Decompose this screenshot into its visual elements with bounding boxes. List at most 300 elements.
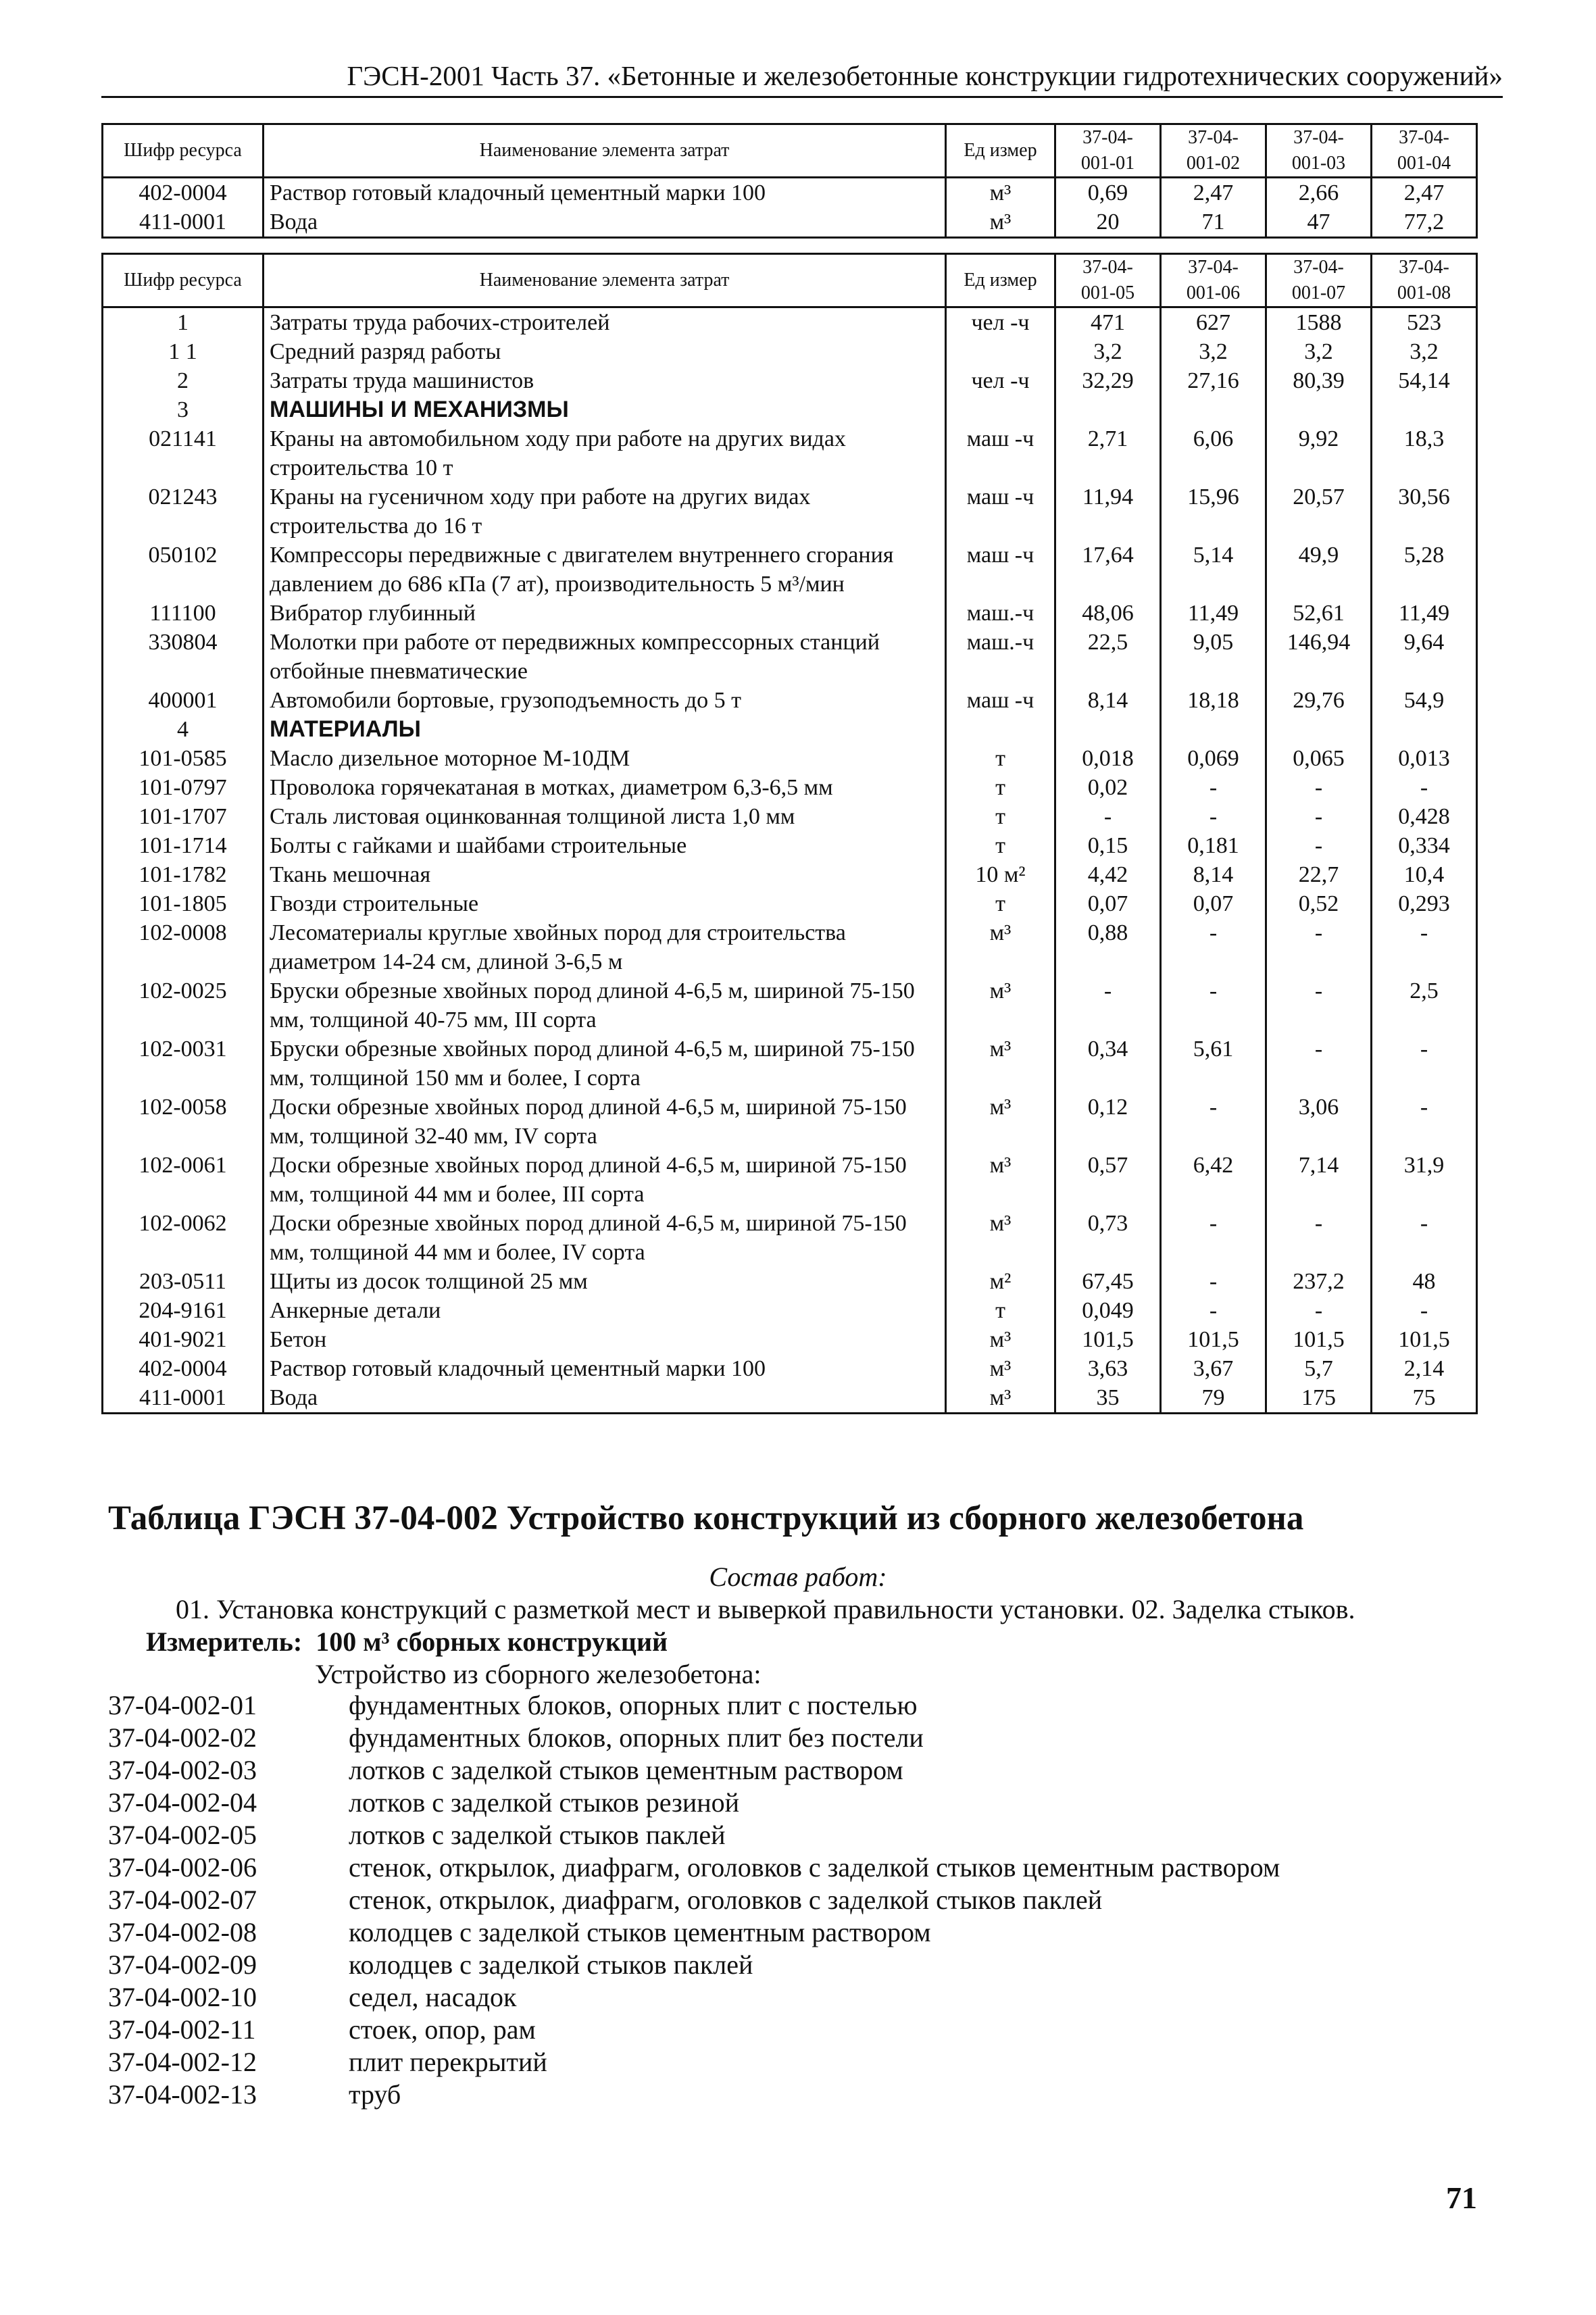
list-item xyxy=(108,1884,1280,1916)
value-cell: 8,14 xyxy=(1055,686,1161,715)
resource-name: Доски обрезные хвойных пород длиной 4-6,5 м, шириной 75-150 мм, толщиной 44 мм и более, IV сорта xyxy=(264,1209,946,1267)
value-cell: 0,018 xyxy=(1055,744,1161,773)
value-cell: 77,2 xyxy=(1372,207,1477,238)
value-cell: 20 xyxy=(1055,207,1161,238)
list-item xyxy=(108,1722,1280,1754)
resource-code: 3 xyxy=(103,395,264,424)
value-cell: 22,7 xyxy=(1266,860,1372,889)
list-item xyxy=(108,1754,1280,1787)
unit: маш -ч xyxy=(946,424,1055,482)
value-cell: 0,049 xyxy=(1055,1296,1161,1325)
resource-name: Вода xyxy=(264,207,946,238)
list-item xyxy=(108,1819,1280,1851)
value-cell: 3,06 xyxy=(1266,1093,1372,1151)
meter-line xyxy=(146,1626,668,1658)
value-cell: 48,06 xyxy=(1055,599,1161,628)
value-cell: 101,5 xyxy=(1055,1325,1161,1354)
resource-code: 102-0061 xyxy=(103,1151,264,1209)
resource-name: Компрессоры передвижные с двигателем внутреннего сгорания давлением до 686 кПа (7 ат), производительность 5 м³/мин xyxy=(264,541,946,599)
value-cell: 6,42 xyxy=(1161,1151,1266,1209)
list-item xyxy=(108,2014,1280,2046)
value-cell: - xyxy=(1055,802,1161,831)
header-name: Наименование элемента затрат xyxy=(264,254,946,307)
item-text: стенок, открылок, диафрагм, оголовков с заделкой стыков цементным раствором xyxy=(349,1852,1280,1883)
value-cell: 5,14 xyxy=(1161,541,1266,599)
table-row xyxy=(103,178,1477,208)
value-cell: 523 xyxy=(1372,307,1477,338)
header-col-2: 37-04- 001-02 xyxy=(1161,124,1266,178)
value-cell: 0,88 xyxy=(1055,918,1161,976)
value-cell: 0,428 xyxy=(1372,802,1477,831)
item-text: лотков с заделкой стыков резиной xyxy=(349,1787,740,1818)
unit: м³ xyxy=(946,1325,1055,1354)
section-heading: МАТЕРИАЛЫ xyxy=(264,715,946,744)
table-row xyxy=(103,976,1477,1035)
value-cell: 18,3 xyxy=(1372,424,1477,482)
value-cell: 75 xyxy=(1372,1383,1477,1414)
value-cell: 0,12 xyxy=(1055,1093,1161,1151)
resource-name: Ткань мешочная xyxy=(264,860,946,889)
unit: м³ xyxy=(946,1093,1055,1151)
item-text: стенок, открылок, диафрагм, оголовков с заделкой стыков паклей xyxy=(349,1885,1103,1915)
list-item xyxy=(108,2078,1280,2111)
value-cell: 29,76 xyxy=(1266,686,1372,715)
item-code: 37-04-002-02 xyxy=(108,1722,257,1753)
meter-label: Измеритель: xyxy=(146,1626,303,1657)
list-item xyxy=(108,2046,1280,2078)
value-cell: 9,92 xyxy=(1266,424,1372,482)
value-cell: 54,9 xyxy=(1372,686,1477,715)
work-composition-heading: Состав работ: xyxy=(709,1562,887,1592)
resource-name: Краны на гусеничном ходу при работе на других видах строительства до 16 т xyxy=(264,482,946,541)
header-col-1: 37-04- 001-01 xyxy=(1055,124,1161,178)
item-text: плит перекрытий xyxy=(349,2047,547,2077)
resource-name: Бруски обрезные хвойных пород длиной 4-6,5 м, шириной 75-150 мм, толщиной 150 мм и более, I сорта xyxy=(264,1035,946,1093)
item-code: 37-04-002-11 xyxy=(108,2014,256,2045)
item-code: 37-04-002-03 xyxy=(108,1755,257,1785)
value-cell: 3,2 xyxy=(1266,337,1372,366)
resource-code: 411-0001 xyxy=(103,1383,264,1414)
value-cell xyxy=(1161,395,1266,424)
value-cell: 9,05 xyxy=(1161,628,1266,686)
table-row xyxy=(103,802,1477,831)
value-cell: 4,42 xyxy=(1055,860,1161,889)
value-cell: 80,39 xyxy=(1266,366,1372,395)
value-cell: 0,069 xyxy=(1161,744,1266,773)
table-row xyxy=(103,686,1477,715)
unit: т xyxy=(946,889,1055,918)
value-cell: 15,96 xyxy=(1161,482,1266,541)
unit: маш -ч xyxy=(946,686,1055,715)
value-cell: 3,2 xyxy=(1372,337,1477,366)
resource-code: 101-0797 xyxy=(103,773,264,802)
value-cell: - xyxy=(1372,1035,1477,1093)
value-cell: - xyxy=(1266,976,1372,1035)
list-item xyxy=(108,1787,1280,1819)
resource-code: 1 1 xyxy=(103,337,264,366)
resource-table-2 xyxy=(101,253,1478,1414)
value-cell: 2,47 xyxy=(1161,178,1266,208)
value-cell: 5,28 xyxy=(1372,541,1477,599)
value-cell: 0,293 xyxy=(1372,889,1477,918)
table-row xyxy=(103,773,1477,802)
value-cell: - xyxy=(1161,1296,1266,1325)
table-row xyxy=(103,1209,1477,1267)
item-text: фундаментных блоков, опорных плит с постелью xyxy=(349,1690,918,1720)
value-cell: 175 xyxy=(1266,1383,1372,1414)
value-cell: 1588 xyxy=(1266,307,1372,338)
item-text: седел, насадок xyxy=(349,1982,517,2012)
value-cell: 2,66 xyxy=(1266,178,1372,208)
value-cell: - xyxy=(1161,802,1266,831)
resource-code: 402-0004 xyxy=(103,1354,264,1383)
table-row xyxy=(103,541,1477,599)
value-cell: 71 xyxy=(1161,207,1266,238)
unit: м³ xyxy=(946,1209,1055,1267)
value-cell: 0,013 xyxy=(1372,744,1477,773)
unit xyxy=(946,395,1055,424)
value-cell: 48 xyxy=(1372,1267,1477,1296)
resource-code: 330804 xyxy=(103,628,264,686)
value-cell: 32,29 xyxy=(1055,366,1161,395)
table-row xyxy=(103,715,1477,744)
value-cell: 30,56 xyxy=(1372,482,1477,541)
value-cell: - xyxy=(1266,1296,1372,1325)
list-item xyxy=(108,1689,1280,1722)
unit: т xyxy=(946,802,1055,831)
resource-name: Масло дизельное моторное М-10ДМ xyxy=(264,744,946,773)
value-cell xyxy=(1161,715,1266,744)
value-cell: 20,57 xyxy=(1266,482,1372,541)
value-cell: 54,14 xyxy=(1372,366,1477,395)
resource-name: Бетон xyxy=(264,1325,946,1354)
value-cell: 0,52 xyxy=(1266,889,1372,918)
header-col-3: 37-04- 001-03 xyxy=(1266,124,1372,178)
value-cell: - xyxy=(1372,1093,1477,1151)
resource-name: Краны на автомобильном ходу при работе на других видах строительства 10 т xyxy=(264,424,946,482)
value-cell: - xyxy=(1161,976,1266,1035)
value-cell: - xyxy=(1372,918,1477,976)
resource-code: 102-0008 xyxy=(103,918,264,976)
value-cell: 0,181 xyxy=(1161,831,1266,860)
table-row xyxy=(103,599,1477,628)
item-text: стоек, опор, рам xyxy=(349,2014,536,2045)
item-text: труб xyxy=(349,2079,401,2110)
value-cell: 3,2 xyxy=(1055,337,1161,366)
item-code: 37-04-002-06 xyxy=(108,1852,257,1883)
resource-code: 1 xyxy=(103,307,264,338)
value-cell: 79 xyxy=(1161,1383,1266,1414)
unit: маш -ч xyxy=(946,482,1055,541)
resource-code: 102-0058 xyxy=(103,1093,264,1151)
value-cell: 11,94 xyxy=(1055,482,1161,541)
item-code: 37-04-002-12 xyxy=(108,2047,257,2077)
value-cell: - xyxy=(1161,1093,1266,1151)
value-cell: 237,2 xyxy=(1266,1267,1372,1296)
value-cell: 31,9 xyxy=(1372,1151,1477,1209)
resource-name: Автомобили бортовые, грузоподъемность до 5 т xyxy=(264,686,946,715)
value-cell: 7,14 xyxy=(1266,1151,1372,1209)
value-cell: 101,5 xyxy=(1372,1325,1477,1354)
value-cell: 3,63 xyxy=(1055,1354,1161,1383)
table-2-body xyxy=(103,307,1477,1414)
work-composition-text: 01. Установка конструкций с разметкой мест и выверкой правильности установки. 02. Заделка стыков. xyxy=(176,1594,1355,1624)
resource-code: 204-9161 xyxy=(103,1296,264,1325)
resource-name: Лесоматериалы круглые хвойных пород для строительства диаметром 14-24 см, длиной 3-6,5 м xyxy=(264,918,946,976)
unit: м³ xyxy=(946,1151,1055,1209)
resource-name: Вода xyxy=(264,1383,946,1414)
value-cell: 2,14 xyxy=(1372,1354,1477,1383)
value-cell: - xyxy=(1266,831,1372,860)
resource-code: 111100 xyxy=(103,599,264,628)
value-cell: - xyxy=(1161,918,1266,976)
resource-name: Доски обрезные хвойных пород длиной 4-6,5 м, шириной 75-150 мм, толщиной 44 мм и более, III сорта xyxy=(264,1151,946,1209)
unit: маш.-ч xyxy=(946,628,1055,686)
item-code: 37-04-002-13 xyxy=(108,2079,257,2110)
value-cell: 101,5 xyxy=(1161,1325,1266,1354)
resource-name: Проволока горячекатаная в мотках, диаметром 6,3-6,5 мм xyxy=(264,773,946,802)
value-cell: - xyxy=(1266,773,1372,802)
resource-code: 411-0001 xyxy=(103,207,264,238)
resource-code: 401-9021 xyxy=(103,1325,264,1354)
value-cell xyxy=(1055,395,1161,424)
value-cell: - xyxy=(1266,1035,1372,1093)
unit: т xyxy=(946,773,1055,802)
header-col-8: 37-04- 001-08 xyxy=(1372,254,1477,307)
list-item xyxy=(108,1851,1280,1884)
value-cell: 0,73 xyxy=(1055,1209,1161,1267)
value-cell: 101,5 xyxy=(1266,1325,1372,1354)
item-text: фундаментных блоков, опорных плит без постели xyxy=(349,1722,924,1753)
items-intro: Устройство из сборного железобетона: xyxy=(315,1659,762,1689)
section-heading: МАШИНЫ И МЕХАНИЗМЫ xyxy=(264,395,946,424)
unit: м² xyxy=(946,1267,1055,1296)
item-code: 37-04-002-08 xyxy=(108,1917,257,1947)
value-cell: 5,7 xyxy=(1266,1354,1372,1383)
table-row xyxy=(103,307,1477,338)
value-cell: 0,34 xyxy=(1055,1035,1161,1093)
value-cell: - xyxy=(1055,976,1161,1035)
table-row xyxy=(103,337,1477,366)
item-code: 37-04-002-10 xyxy=(108,1982,257,2012)
value-cell: 11,49 xyxy=(1161,599,1266,628)
header-col-5: 37-04- 001-05 xyxy=(1055,254,1161,307)
resource-name: Болты с гайками и шайбами строительные xyxy=(264,831,946,860)
value-cell: 47 xyxy=(1266,207,1372,238)
resource-name: Затраты труда рабочих-строителей xyxy=(264,307,946,338)
table-1-body xyxy=(103,178,1477,238)
unit: чел -ч xyxy=(946,307,1055,338)
header-code: Шифр ресурса xyxy=(103,124,264,178)
item-text: колодцев с заделкой стыков паклей xyxy=(349,1949,753,1980)
item-text: колодцев с заделкой стыков цементным раствором xyxy=(349,1917,931,1947)
unit: т xyxy=(946,744,1055,773)
value-cell: 52,61 xyxy=(1266,599,1372,628)
value-cell: 0,07 xyxy=(1055,889,1161,918)
unit: м³ xyxy=(946,1035,1055,1093)
unit xyxy=(946,715,1055,744)
value-cell: 17,64 xyxy=(1055,541,1161,599)
value-cell: 0,065 xyxy=(1266,744,1372,773)
resource-table-1 xyxy=(101,123,1478,239)
resource-name: Вибратор глубинный xyxy=(264,599,946,628)
header-col-4: 37-04- 001-04 xyxy=(1372,124,1477,178)
table-row xyxy=(103,1267,1477,1296)
list-item xyxy=(108,1981,1280,2014)
resource-code: 021243 xyxy=(103,482,264,541)
table-row xyxy=(103,831,1477,860)
table-row xyxy=(103,1151,1477,1209)
value-cell: 0,15 xyxy=(1055,831,1161,860)
resource-code: 203-0511 xyxy=(103,1267,264,1296)
resource-name: Доски обрезные хвойных пород длиной 4-6,5 м, шириной 75-150 мм, толщиной 32-40 мм, IV сорта xyxy=(264,1093,946,1151)
list-item xyxy=(108,1949,1280,1981)
value-cell: 35 xyxy=(1055,1383,1161,1414)
header-col-6: 37-04- 001-06 xyxy=(1161,254,1266,307)
resource-code: 101-1782 xyxy=(103,860,264,889)
resource-name: Бруски обрезные хвойных пород длиной 4-6,5 м, шириной 75-150 мм, толщиной 40-75 мм, III сорта xyxy=(264,976,946,1035)
unit: м³ xyxy=(946,207,1055,238)
value-cell: 67,45 xyxy=(1055,1267,1161,1296)
value-cell: 2,47 xyxy=(1372,178,1477,208)
resource-code: 101-0585 xyxy=(103,744,264,773)
resource-code: 102-0031 xyxy=(103,1035,264,1093)
item-code: 37-04-002-04 xyxy=(108,1787,257,1818)
table-title: Таблица ГЭСН 37-04-002 Устройство конструкций из сборного железобетона xyxy=(108,1499,1304,1537)
resource-code: 101-1805 xyxy=(103,889,264,918)
unit: маш -ч xyxy=(946,541,1055,599)
unit: т xyxy=(946,1296,1055,1325)
value-cell: - xyxy=(1372,1296,1477,1325)
list-item xyxy=(108,1916,1280,1949)
resource-name: Раствор готовый кладочный цементный марки 100 xyxy=(264,1354,946,1383)
value-cell: 8,14 xyxy=(1161,860,1266,889)
value-cell: - xyxy=(1266,1209,1372,1267)
resource-code: 102-0062 xyxy=(103,1209,264,1267)
value-cell: 9,64 xyxy=(1372,628,1477,686)
header-col-7: 37-04- 001-07 xyxy=(1266,254,1372,307)
value-cell xyxy=(1266,395,1372,424)
value-cell: - xyxy=(1372,1209,1477,1267)
resource-name: Затраты труда машинистов xyxy=(264,366,946,395)
resource-code: 400001 xyxy=(103,686,264,715)
table-row xyxy=(103,1325,1477,1354)
unit: т xyxy=(946,831,1055,860)
table-row xyxy=(103,744,1477,773)
resource-code: 101-1707 xyxy=(103,802,264,831)
value-cell: 18,18 xyxy=(1161,686,1266,715)
item-code: 37-04-002-09 xyxy=(108,1949,257,1980)
table-row xyxy=(103,482,1477,541)
table-row xyxy=(103,424,1477,482)
item-code: 37-04-002-01 xyxy=(108,1690,257,1720)
page-number: 71 xyxy=(1446,2181,1477,2215)
unit: 10 м² xyxy=(946,860,1055,889)
table-header-row xyxy=(103,254,1477,307)
header-code: Шифр ресурса xyxy=(103,254,264,307)
value-cell: - xyxy=(1161,1209,1266,1267)
resource-name: Гвозди строительные xyxy=(264,889,946,918)
table-row xyxy=(103,628,1477,686)
header-name: Наименование элемента затрат xyxy=(264,124,946,178)
resource-code: 021141 xyxy=(103,424,264,482)
value-cell: 22,5 xyxy=(1055,628,1161,686)
value-cell: 5,61 xyxy=(1161,1035,1266,1093)
unit: маш.-ч xyxy=(946,599,1055,628)
table-row xyxy=(103,1383,1477,1414)
table-row xyxy=(103,1296,1477,1325)
resource-code: 2 xyxy=(103,366,264,395)
table-row xyxy=(103,207,1477,238)
value-cell xyxy=(1372,395,1477,424)
unit: м³ xyxy=(946,976,1055,1035)
unit xyxy=(946,337,1055,366)
value-cell: 3,2 xyxy=(1161,337,1266,366)
table-row xyxy=(103,918,1477,976)
item-text: лотков с заделкой стыков цементным раствором xyxy=(349,1755,903,1785)
table-header-row xyxy=(103,124,1477,178)
meter-value: 100 м³ сборных конструкций xyxy=(316,1626,668,1657)
table-row xyxy=(103,860,1477,889)
value-cell xyxy=(1372,715,1477,744)
value-cell: 2,71 xyxy=(1055,424,1161,482)
resource-name: Щиты из досок толщиной 25 мм xyxy=(264,1267,946,1296)
value-cell xyxy=(1055,715,1161,744)
table-row xyxy=(103,1093,1477,1151)
table-row xyxy=(103,366,1477,395)
table-row xyxy=(103,395,1477,424)
value-cell: 0,57 xyxy=(1055,1151,1161,1209)
value-cell: 0,69 xyxy=(1055,178,1161,208)
resource-name: Молотки при работе от передвижных компрессорных станций отбойные пневматические xyxy=(264,628,946,686)
resource-name: Анкерные детали xyxy=(264,1296,946,1325)
resource-name: Средний разряд работы xyxy=(264,337,946,366)
resource-name: Раствор готовый кладочный цементный марки 100 xyxy=(264,178,946,208)
value-cell: 2,5 xyxy=(1372,976,1477,1035)
resource-code: 4 xyxy=(103,715,264,744)
value-cell: 3,67 xyxy=(1161,1354,1266,1383)
value-cell: 6,06 xyxy=(1161,424,1266,482)
value-cell: 49,9 xyxy=(1266,541,1372,599)
resource-code: 102-0025 xyxy=(103,976,264,1035)
resource-name: Сталь листовая оцинкованная толщиной листа 1,0 мм xyxy=(264,802,946,831)
value-cell: - xyxy=(1266,802,1372,831)
item-code: 37-04-002-05 xyxy=(108,1820,257,1850)
value-cell: - xyxy=(1266,918,1372,976)
value-cell: 146,94 xyxy=(1266,628,1372,686)
unit: м³ xyxy=(946,1383,1055,1414)
resource-code: 050102 xyxy=(103,541,264,599)
header-unit: Ед измер xyxy=(946,254,1055,307)
value-cell: 471 xyxy=(1055,307,1161,338)
value-cell: 10,4 xyxy=(1372,860,1477,889)
value-cell: 11,49 xyxy=(1372,599,1477,628)
items-list xyxy=(108,1689,1280,2111)
header-unit: Ед измер xyxy=(946,124,1055,178)
unit: м³ xyxy=(946,1354,1055,1383)
value-cell: - xyxy=(1161,773,1266,802)
unit: м³ xyxy=(946,178,1055,208)
value-cell: 0,07 xyxy=(1161,889,1266,918)
resource-code: 402-0004 xyxy=(103,178,264,208)
table-row xyxy=(103,889,1477,918)
unit: чел -ч xyxy=(946,366,1055,395)
resource-code: 101-1714 xyxy=(103,831,264,860)
running-header: ГЭСН-2001 Часть 37. «Бетонные и железобетонные конструкции гидротехнических сооружений» xyxy=(101,59,1503,98)
value-cell: 627 xyxy=(1161,307,1266,338)
table-row xyxy=(103,1035,1477,1093)
value-cell: - xyxy=(1372,773,1477,802)
